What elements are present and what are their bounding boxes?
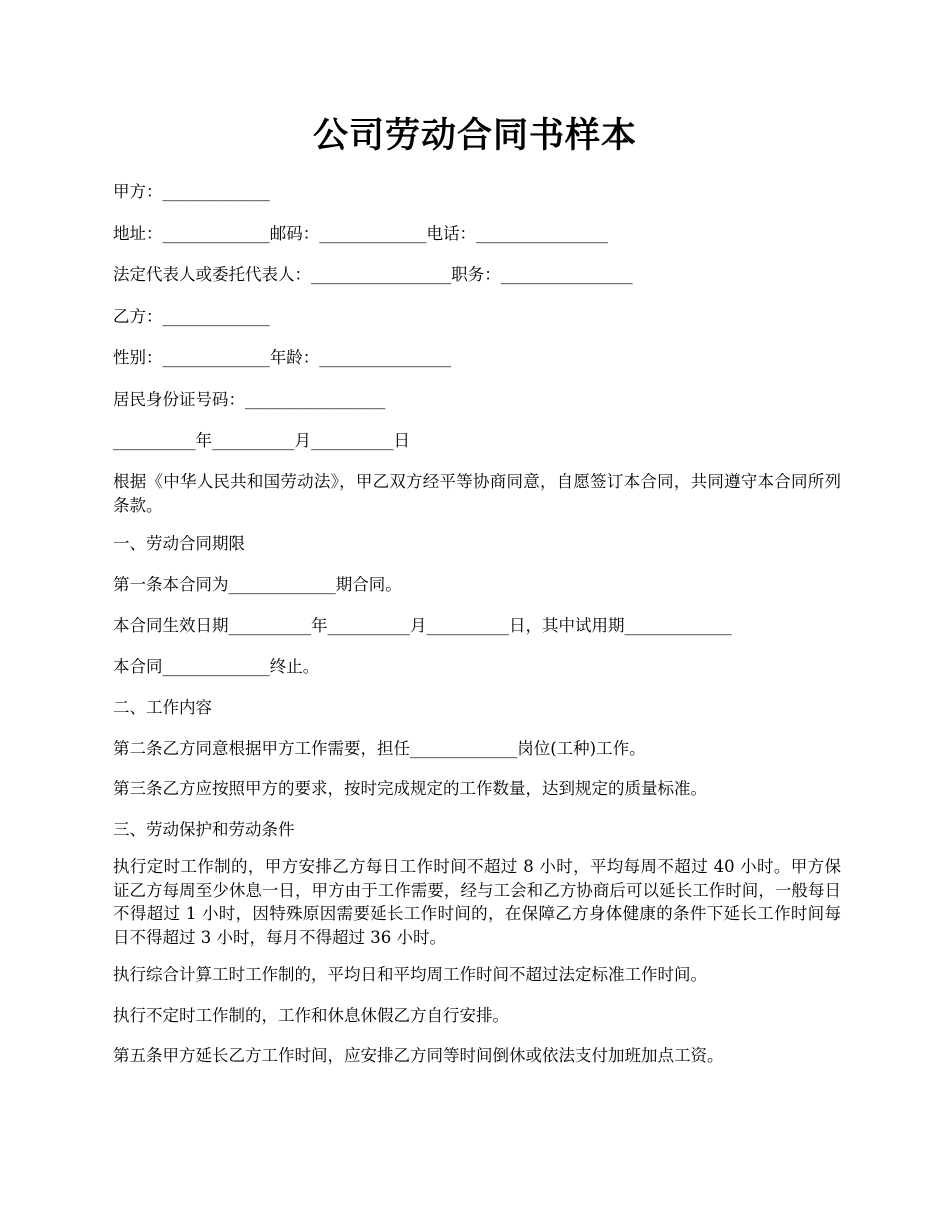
section-heading-3: 三、劳动保护和劳动条件 xyxy=(113,820,295,839)
article-1: 第一条本合同为_____________期合同。 xyxy=(113,575,402,594)
termination-line: 本合同_____________终止。 xyxy=(113,657,320,676)
article-2: 第二条乙方同意根据甲方工作需要，担任_____________岗位(工种)工作。 xyxy=(113,739,646,758)
section-heading-1: 一、劳动合同期限 xyxy=(113,534,245,553)
id-number-line: 居民身份证号码：_________________ xyxy=(113,390,386,409)
party-a-line: 甲方：_____________ xyxy=(113,182,270,201)
comprehensive-hours-line: 执行综合计算工时工作制的，平均日和平均周工作时间不超过法定标准工作时间。 xyxy=(113,965,707,984)
working-hours-paragraph: 执行定时工作制的，甲方安排乙方每日工作时间不超过 8 小时，平均每周不超过 40 小时。甲方保证乙方每周至少休息一日，甲方由于工作需要，经与工会和乙方协商后可以延长工作时间，一般每日不得超过 1 小时，因特殊原因需要延长工作时间的，在保障乙方身体健康的条件下延长工作时间每日不得超过 3 小时，每月不得超过 36 小时。 xyxy=(113,857,841,947)
article-3: 第三条乙方应按照甲方的要求，按时完成规定的工作数量，达到规定的质量标准。 xyxy=(113,779,707,798)
effective-date-line: 本合同生效日期__________年__________月__________日，其中试用期_____________ xyxy=(113,616,732,635)
date-line: __________年__________月__________日 xyxy=(113,431,410,450)
section-heading-2: 二、工作内容 xyxy=(113,698,212,717)
representative-line: 法定代表人或委托代表人：_________________职务：________________ xyxy=(113,265,633,284)
party-b-line: 乙方：_____________ xyxy=(113,307,270,326)
gender-age-line: 性别：_____________年龄：________________ xyxy=(113,348,452,367)
intro-paragraph: 根据《中华人民共和国劳动法》，甲乙双方经平等协商同意，自愿签订本合同，共同遵守本合同所列条款。 xyxy=(113,472,841,515)
article-5: 第五条甲方延长乙方工作时间，应安排乙方同等时间倒休或依法支付加班加点工资。 xyxy=(113,1046,724,1065)
page-title: 公司劳动合同书样本 xyxy=(312,115,637,156)
address-line: 地址：_____________邮码：_____________电话：________________ xyxy=(113,224,608,243)
flexible-hours-line: 执行不定时工作制的，工作和休息休假乙方自行安排。 xyxy=(113,1006,509,1025)
